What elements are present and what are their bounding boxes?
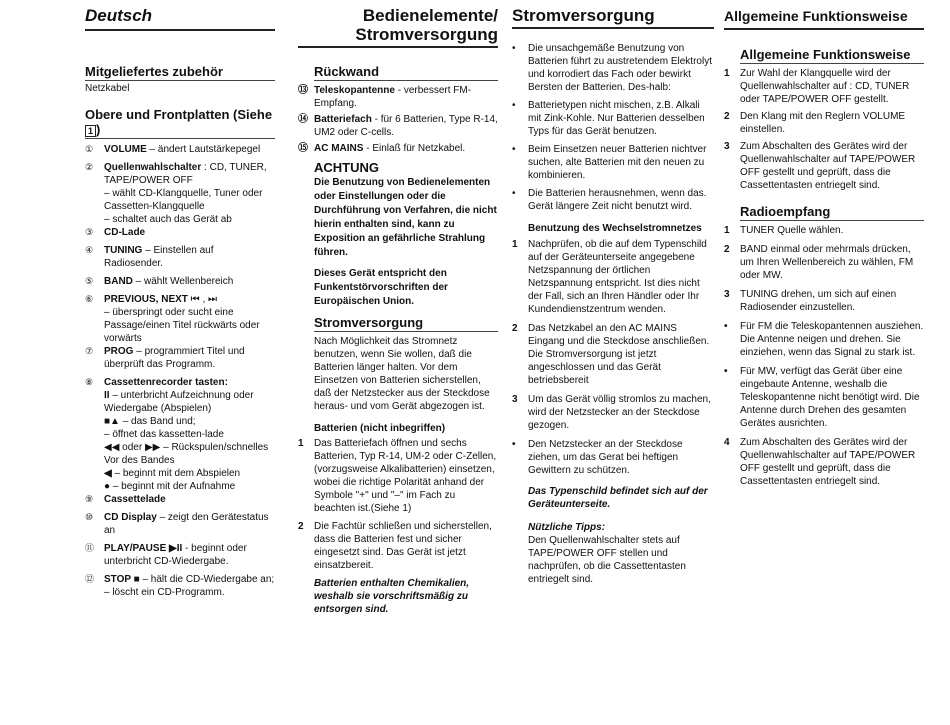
- step-number: 2: [512, 323, 518, 334]
- step-number: •: [512, 439, 516, 450]
- rear-list: [298, 84, 498, 155]
- step-text: Zum Abschalten des Gerätes wird der Quellenwahlschalter auf TAPE/POWER OFF gestellt und geprüft, dass die Cassettentasten entriegelt sind.: [740, 437, 916, 487]
- item-text: - beginnt oder unterbricht CD-Wiedergabe.: [104, 543, 247, 567]
- item-body: [104, 542, 275, 568]
- step-text: TUNER Quelle wählen.: [740, 225, 844, 236]
- item-body: [104, 213, 232, 226]
- section-header-2: Stromversorgung: [355, 25, 498, 44]
- item-label: PROG: [104, 346, 134, 357]
- item-label: Cassettelade: [104, 494, 166, 505]
- step-desc: - verbessert FM-Empfang.: [314, 85, 472, 109]
- step-number: 3: [512, 394, 518, 405]
- control-item: [85, 586, 275, 599]
- control-item: [85, 376, 275, 389]
- general-steps: [724, 67, 924, 192]
- ac-step: [512, 438, 714, 477]
- ac-steps: [512, 238, 714, 477]
- item-text: – beginnt mit dem Abspielen: [111, 468, 241, 479]
- item-number: ②: [85, 162, 94, 172]
- item-text: ⏮ , ⏭: [187, 294, 218, 305]
- item-body: [104, 161, 275, 187]
- step-label: Batteriefach: [314, 114, 372, 125]
- column-1: [85, 0, 275, 599]
- item-text: – schaltet auch das Gerät ab: [104, 214, 232, 225]
- control-item: [85, 226, 275, 239]
- control-item: [85, 573, 275, 586]
- step-text: Zum Abschalten des Gerätes wird der Quellenwahlschalter auf TAPE/POWER OFF gestellt und geprüft, dass die Cassettentasten entriegelt sind.: [740, 141, 916, 191]
- item-text: – hält die CD-Wiedergabe an;: [139, 574, 275, 585]
- radio-step: [724, 224, 924, 237]
- item-number: ⑩: [85, 512, 94, 522]
- item-number: ⑤: [85, 276, 94, 286]
- step-text: Für FM die Teleskopantennen ausziehen. Die Antenne neigen und drehen. Sie einziehen, wenn das Signal zu stark ist.: [740, 321, 924, 358]
- control-item: [85, 275, 275, 288]
- general-step: [724, 140, 924, 192]
- step-text: Den Klang mit den Reglern VOLUME einstellen.: [740, 111, 906, 135]
- battery-bullet: [512, 99, 714, 138]
- accessories-title: Mitgeliefertes zubehör: [85, 64, 223, 79]
- item-number: [85, 467, 104, 480]
- item-text: – unterbricht Aufzeichnung oder Wiedergabe (Abspielen): [104, 390, 254, 414]
- item-number: [85, 213, 104, 226]
- item-label: II: [104, 390, 110, 401]
- step-number: ⑭: [298, 114, 308, 125]
- step-text: Nachprüfen, ob die auf dem Typenschild auf der Geräteunterseite angegebene Netzspannung der örtlichen Netzspannung entspricht. Ist dies nicht der Fall, sich an Ihren Händler oder Ihr Kundendienstzentrum wenden.: [528, 239, 707, 315]
- control-item: [85, 161, 275, 187]
- column-3: [512, 0, 714, 586]
- control-item: [85, 467, 275, 480]
- control-item: [85, 389, 275, 415]
- control-item: [85, 511, 275, 537]
- step-number: 3: [724, 289, 730, 300]
- battery-bullet: [512, 187, 714, 213]
- item-body: [104, 467, 240, 480]
- item-label: PREVIOUS, NEXT: [104, 294, 188, 305]
- general-step: [724, 67, 924, 106]
- warning-title: ACHTUNG: [314, 160, 379, 175]
- item-number: [85, 480, 104, 493]
- item-body: [104, 573, 274, 586]
- rear-title: Rückwand: [314, 64, 380, 79]
- item-number: ⑦: [85, 346, 94, 356]
- control-item: [85, 143, 275, 156]
- item-text: – löscht ein CD-Programm.: [104, 587, 225, 598]
- item-text: ◀◀ oder ▶▶ – Rückspulen/schnelles Vor des Bandes: [104, 442, 269, 466]
- step-number: 1: [724, 225, 730, 236]
- control-item: [85, 187, 275, 213]
- item-label: VOLUME: [104, 144, 147, 155]
- battery-title: Batterien (nicht inbegriffen): [314, 423, 446, 434]
- item-text: – beginnt mit der Aufnahme: [110, 481, 236, 492]
- battery-step: [298, 520, 498, 572]
- general-step: [724, 110, 924, 136]
- item-body: [104, 480, 235, 493]
- item-number: [85, 586, 104, 599]
- control-item: [85, 542, 275, 568]
- step-desc: - für 6 Batterien, Type R-14, UM2 oder C-cells.: [314, 114, 498, 138]
- item-number: ①: [85, 144, 94, 154]
- general-title: Allgemeine Funktionsweise: [740, 47, 911, 62]
- item-number: [85, 415, 104, 428]
- rear-item: [298, 113, 498, 139]
- control-item: [85, 441, 275, 467]
- radio-steps: [724, 224, 924, 488]
- item-body: [104, 306, 275, 345]
- bullet-text: Die Batterien herausnehmen, wenn das. Gerät längere Zeit nicht benutzt wird.: [528, 188, 707, 212]
- item-body: [104, 428, 224, 441]
- step-number: ⑮: [298, 143, 308, 154]
- item-body: [104, 275, 233, 288]
- step-text: BAND einmal oder mehrmals drücken, um Ihren Wellenbereich zu wählen, FM oder MW.: [740, 244, 914, 281]
- control-item: [85, 293, 275, 306]
- item-body: [104, 415, 196, 428]
- item-body: [104, 511, 275, 537]
- item-body: [104, 226, 145, 239]
- eu-text: Dieses Gerät entspricht den Funkentstörvorschriften der Europäischen Union.: [314, 268, 448, 307]
- step-number: 1: [298, 438, 304, 449]
- item-label: Quellenwahlschalter: [104, 162, 202, 173]
- radio-step: [724, 320, 924, 359]
- step-text: Das Batteriefach öffnen und sechs Batterien, Typ R-14, UM-2 oder C-Zellen, (vorzugsweise Alkalibatterien) einsetzen, wobei die richtige Polarität anhand der Symbole "+" und "–" im Fach zu beachten ist.(Siehe 1): [314, 438, 497, 514]
- item-number: ⑥: [85, 294, 94, 304]
- ac-title: Benutzung des Wechselstromnetzes: [528, 223, 702, 234]
- step-text: [314, 84, 498, 110]
- item-label: PLAY/PAUSE ▶II: [104, 543, 183, 554]
- warning-text: Die Benutzung von Bedienelementen oder Einstellungen oder die Durchführung von Verfahren, die nicht hierin enthalten sind, kann zu Exposition an gefährliche Strahlung führen.: [314, 177, 497, 258]
- item-text: : CD, TUNER, TAPE/POWER OFF: [104, 162, 267, 186]
- ac-step: [512, 322, 714, 387]
- radio-step: [724, 436, 924, 488]
- battery-bullets: [512, 42, 714, 213]
- item-label: CD-Lade: [104, 227, 146, 238]
- item-number: [85, 428, 104, 441]
- control-item: [85, 493, 275, 506]
- item-number: [85, 389, 104, 415]
- item-body: [104, 244, 275, 270]
- item-label: TUNING: [104, 245, 143, 256]
- bullet-mark: •: [512, 188, 516, 199]
- item-label: ◀: [104, 468, 112, 479]
- accessories-text: Netzkabel: [85, 83, 130, 94]
- control-item: [85, 213, 275, 226]
- section-header-1: Bedienelemente/: [362, 6, 498, 25]
- bullet-mark: •: [512, 43, 516, 54]
- bullet-mark: •: [512, 144, 516, 155]
- radio-step: [724, 288, 924, 314]
- step-number: ⑬: [298, 85, 308, 96]
- figure-ref: 1: [85, 125, 96, 137]
- column-3-header: Stromversorgung: [512, 6, 655, 25]
- item-number: ③: [85, 227, 94, 237]
- radio-step: [724, 243, 924, 282]
- item-number: ⑫: [85, 574, 95, 584]
- ac-step: [512, 238, 714, 316]
- item-text: – programmiert Titel und überprüft das Programm.: [104, 346, 245, 370]
- item-number: [85, 306, 104, 345]
- item-number: ⑧: [85, 377, 94, 387]
- step-text: Zur Wahl der Klangquelle wird der Quellenwahlschalter auf : CD, TUNER oder TAPE/POWER OFF gestellt.: [740, 68, 910, 105]
- radio-title: Radioempfang: [740, 204, 831, 219]
- step-text: Den Netzstecker an der Steckdose ziehen, um das Gerat bei heftigen Gewittern zu schützen.: [528, 439, 683, 476]
- step-number: 1: [724, 68, 730, 79]
- bullet-text: Die unsachgemäße Benutzung von Batterien führt zu austretendem Elektrolyt und korrodiert das Fach oder bewirkt Bersten der Batterien. Des-halb:: [528, 43, 712, 93]
- step-number: 2: [724, 244, 730, 255]
- step-desc: - Einlaß für Netzkabel.: [363, 143, 466, 154]
- item-text: – das Band und;: [119, 416, 196, 427]
- step-number: 2: [298, 521, 304, 532]
- controls-list: [85, 143, 275, 599]
- step-number: 4: [724, 437, 730, 448]
- step-number: 3: [724, 141, 730, 152]
- step-text: TUNING drehen, um sich auf einen Radiosender einzustellen.: [740, 289, 897, 313]
- item-body: [104, 187, 275, 213]
- step-label: AC MAINS: [314, 143, 364, 154]
- control-item: [85, 428, 275, 441]
- item-text: – öffnet das kassetten-lade: [104, 429, 224, 440]
- plate-note: Das Typenschild befindet sich auf der Geräteunterseite.: [528, 486, 708, 510]
- item-body: [104, 441, 275, 467]
- item-label: BAND: [104, 276, 133, 287]
- step-text: [314, 113, 498, 139]
- power-text: Nach Möglichkeit das Stromnetz benutzen, wenn Sie wollen, daß die Batterien länger halten. Vor dem Einsetzen von Batterien sicherstellen, daß der Netzstecker aus der Steckdose heraus- und vom Gerät abgezogen ist.: [314, 336, 490, 412]
- item-body: [104, 376, 228, 389]
- tips-title: Nützliche Tipps:: [528, 522, 606, 533]
- step-text: Für MW, verfügt das Gerät über eine eingebaute Antenne, weshalb die Teleskopantenne nicht benötigt wird. Die Antenne durch Drehen des gesamten Gerätes ausrichten.: [740, 366, 920, 429]
- item-number: [85, 441, 104, 467]
- item-label: STOP ■: [104, 574, 140, 585]
- item-body: [104, 389, 275, 415]
- item-label: ■▲: [104, 416, 120, 427]
- column-4-header: Allgemeine Funktionsweise: [724, 8, 908, 24]
- battery-step: [298, 437, 498, 515]
- item-text: – wählt Wellenbereich: [132, 276, 234, 287]
- control-item: [85, 345, 275, 371]
- column-4: [724, 0, 924, 494]
- power-title: Stromversorgung: [314, 315, 424, 330]
- step-label: Teleskopantenne: [314, 85, 395, 96]
- step-number: •: [724, 366, 728, 377]
- step-text: Das Netzkabel an den AC MAINS Eingang und die Steckdose anschließen. Die Stromversorgung ist jetzt angeschlossen und das Gerät betriebsbereit: [528, 323, 710, 386]
- battery-note: Batterien enthalten Chemikalien, weshalb sie vorschriftsmäßig zu entsorgen sind.: [314, 578, 470, 615]
- bullet-text: Batterietypen nicht mischen, z.B. Alkali mit Zink-Kohle. Nur Batterien desselben Typs für das Gerät benutzen.: [528, 100, 705, 137]
- item-body: [104, 586, 225, 599]
- step-number: 2: [724, 111, 730, 122]
- controls-title: Obere und Frontplatten (Siehe 1 ): [85, 107, 273, 137]
- item-number: ⑪: [85, 543, 95, 553]
- item-text: – überspringt oder sucht eine Passage/einen Titel rückwärts oder vorwärts: [104, 307, 260, 344]
- control-item: [85, 480, 275, 493]
- step-text: [314, 142, 465, 155]
- item-label: ●: [104, 481, 111, 492]
- item-number: ⑨: [85, 494, 94, 504]
- step-number: •: [724, 321, 728, 332]
- item-body: [104, 345, 275, 371]
- control-item: [85, 415, 275, 428]
- radio-step: [724, 365, 924, 430]
- item-label: Cassettenrecorder tasten:: [104, 377, 228, 388]
- ac-step: [512, 393, 714, 432]
- item-body: [104, 493, 166, 506]
- item-number: [85, 187, 104, 213]
- tips-text: Den Quellenwahlschalter stets auf TAPE/POWER OFF stellen und nachprüfen, ob die Cassettentasten entriegelt sind.: [528, 535, 686, 585]
- rear-item: [298, 142, 498, 155]
- battery-bullet: [512, 42, 714, 94]
- item-number: ④: [85, 245, 94, 255]
- battery-steps: [298, 437, 498, 572]
- step-number: 1: [512, 239, 518, 250]
- control-item: [85, 306, 275, 345]
- item-label: CD Display: [104, 512, 157, 523]
- item-text: – wählt CD-Klangquelle, Tuner oder Cassetten-Klangquelle: [104, 188, 263, 212]
- language-title: Deutsch: [85, 6, 153, 25]
- bullet-text: Beim Einsetzen neuer Batterien nichtver suchen, alte Batterien mit den neuen zu kombinieren.: [528, 144, 707, 181]
- control-item: [85, 244, 275, 270]
- item-body: [104, 293, 217, 306]
- item-body: [104, 143, 260, 156]
- battery-bullet: [512, 143, 714, 182]
- column-2: [298, 0, 498, 616]
- step-text: Die Fachtür schließen und sicherstellen, dass die Batterien fest und sicher eingesetzt sind. Das Gerät ist jetzt einsatzbereit.: [314, 521, 492, 571]
- item-text: – ändert Lautstärkepegel: [146, 144, 261, 155]
- item-text: – Einstellen auf Radiosender.: [104, 245, 214, 269]
- rear-item: [298, 84, 498, 110]
- item-text: – zeigt den Gerätestatus an: [104, 512, 269, 536]
- step-text: Um das Gerät völlig stromlos zu machen, wird der Netzstecker an der Steckdose gezogen.: [528, 394, 711, 431]
- bullet-mark: •: [512, 100, 516, 111]
